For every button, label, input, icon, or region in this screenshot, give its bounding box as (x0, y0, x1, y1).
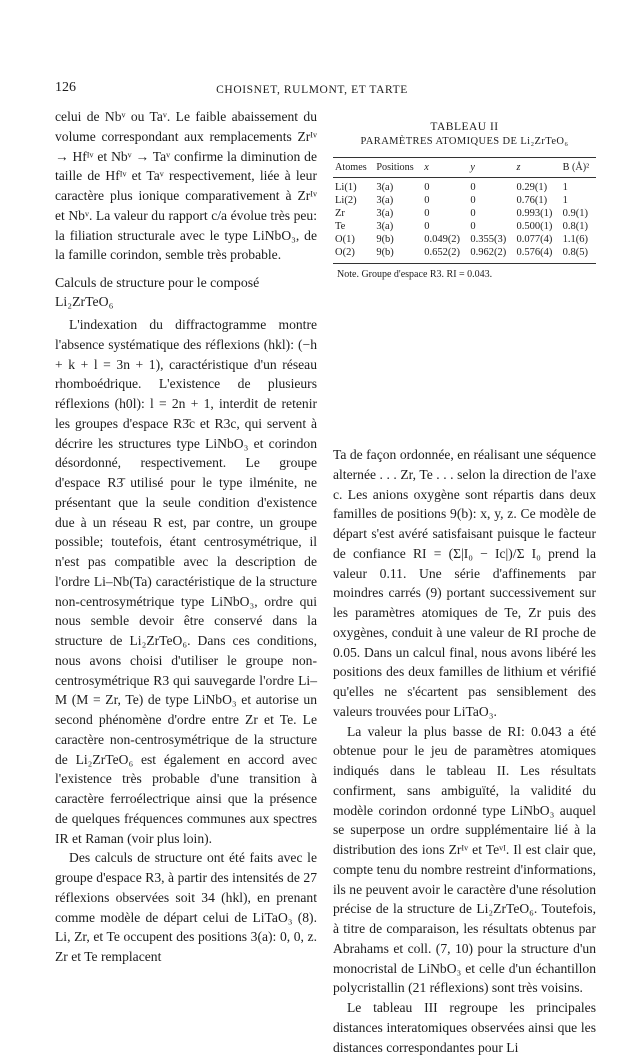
table-cell: 0 (424, 182, 430, 193)
table-cell: 1 (562, 182, 568, 193)
table-cell: Zr (335, 208, 345, 219)
table-cell: 0 (470, 221, 476, 232)
page-number: 126 (55, 80, 76, 95)
table-cell: Li(2) (335, 195, 357, 206)
table-row (333, 220, 596, 233)
table-cell: 1.1(6) (562, 234, 588, 245)
paragraph: Ta de façon ordonnée, en réalisant une séquence alternée . . . Zr, Te . . . selon la direction de l'axe c. Les anions oxygène sont répartis dans deux familles de positions 9(b): x, y, z. Ce modèle de départ s'est avéré satisfaisant puisque le facteur de confiance RI = (Σ|I₀ − Ic|)/Σ I₀ prend la valeur 0.11. Une série d'affinements par moindres carrés (9) portant successivement sur les paramètres atomiques de Te, Zr puis des oxygènes, conduit à une valeur de RI proche de 0.05. Dans un calcul final, nous avons libéré les positions des deux familles de lithium et vérifié qu'elles ne s'écartent pas sensiblement des valeurs trouvées pour LiTaO₃. (333, 447, 596, 719)
paragraph: Le tableau III regroupe les principales distances interatomiques observées ainsi que les distances correspondantes pour Li (333, 1000, 596, 1055)
table-cell: 0 (424, 208, 430, 219)
table-cell: 0.962(2) (468, 246, 514, 264)
table-header-row (333, 158, 596, 178)
column-header: Atomes (333, 158, 374, 178)
table-cell: O(1) (335, 234, 355, 245)
table-cell: Li(1) (335, 182, 357, 193)
column-header: Positions (374, 158, 422, 178)
table-cell: 3(a) (376, 208, 394, 219)
left-column (55, 107, 317, 967)
table-cell: 0.993(1) (516, 208, 553, 219)
table-cell: 0 (470, 182, 476, 193)
table-cell: 0.355(3) (470, 234, 507, 245)
table-cell: 3(a) (376, 221, 394, 232)
table-cell: 1 (562, 195, 568, 206)
table-cell: 0.9(1) (562, 208, 588, 219)
paragraph: celui de Nbᵛ ou Taᵛ. Le faible abaissement du volume correspondant aux remplacements Zrᴵᵛ → Hfᴵᵛ et Nbᵛ → Taᵛ confirme la diminution de taille de Hfᴵᵛ et Taᵛ respectivement, liée à leur caractère plus ionique comparativement à Zrᴵᵛ et Nbᵛ. La valeur du rapport c/a évolue très peu: la filiation structurale avec le type LiNbO₃, de la famille corindon, semble très probable. (55, 109, 317, 263)
paragraph: La valeur la plus basse de RI: 0.043 a été obtenue pour le jeu de paramètres atomiques indiqués dans le tableau II. Les résultats confirment, sans ambiguïté, la validité du modèle corindon ordonné type LiNbO₃ auquel se superpose un ordre supplémentaire lié à la distribution des ions Zrᴵᵛ et Teᵛᴵ. Il est clair que, compte tenu du nombre restreint d'informations, ils ne peuvent avoir le caractère d'une résolution précise de la structure de Li₂ZrTeO₆. Toutefois, à titre de comparaison, les résultats obtenus par Abrahams et coll. (7, 10) pour la structure d'un monocristal de LiNbO₃ et celle d'un échantillon polycristallin (21 réflexions) sont très voisins. (333, 723, 596, 996)
table-cell: 3(a) (376, 182, 394, 193)
column-header: y (468, 158, 514, 178)
table-cell: 0.652(2) (422, 246, 468, 264)
table-title: TABLEAU II (430, 121, 499, 133)
table-cell: 0.077(4) (516, 234, 553, 245)
table-cell: 3(a) (376, 195, 394, 206)
table-block (333, 120, 596, 280)
table-cell: 0 (424, 195, 430, 206)
table-row (333, 246, 596, 264)
table-cell: 0.8(1) (562, 221, 588, 232)
table-cell: 9(b) (376, 234, 394, 245)
table-row (333, 178, 596, 195)
column-header: x (422, 158, 468, 178)
table-cell: O(2) (333, 246, 374, 264)
table-cell: 0.576(4) (514, 246, 560, 264)
column-header: z (514, 158, 560, 178)
right-column (333, 445, 596, 1057)
table-row (333, 194, 596, 207)
table-row (333, 207, 596, 220)
column-header: B (Å)² (561, 158, 596, 178)
paragraph: L'indexation du diffractogramme montre l'absence systématique des réflexions (hkl): (−h + k + l = 3n + 1), caractéristique d'un réseau rhomboédrique. L'existence de plusieurs réflexions (h0l): l = 2n + 1, interdit de retenir les groupes d'espace R3̄c et R3c, qui servent à décrire les structures type LiNbO₃ et corindon désordonné, respectivement. Le groupe d'espace R3̄ utilisé pour le type ilménite, ne présentant que la seule condition d'existence due à un réseau R est, par contre, un groupe possible; toutefois, étant centrosymétrique, il n'est pas compatible avec la description de l'ordre Li–Nb(Ta) caractéristique de la structure non-centrosymétrique type LiNbO₃, ordre qui nous semble devoir être conservé dans la structure de Li₂ZrTeO₆. Dans ces conditions, nous avons choisi d'utiliser le groupe non-centrosymétrique R3 qui sauvegarde l'ordre Li–M (M = Zr, Te) de type LiNbO₃ et autorise un second phénomène d'ordre entre Zr et Te. Le caractère non-centrosymétrique de la structure de Li₂ZrTeO₆ est également en accord avec l'existence très probable d'une transition à caractère ferroélectrique ainsi que la présence de quelques fréquences communes aux spectres IR et Raman (voir plus loin). (55, 317, 317, 846)
table-cell: 0.76(1) (516, 195, 548, 206)
table-cell: 0.8(5) (561, 246, 596, 264)
table-cell: 0 (424, 221, 430, 232)
section-heading: Calculs de structure pour le composé Li₂ZrTeO₆ (55, 275, 260, 309)
table-caption: PARAMÈTRES ATOMIQUES DE Li₂ZrTeO₆ (360, 136, 569, 147)
table-cell: 0.049(2) (424, 234, 461, 245)
table-note: Note. Groupe d'espace R3. RI = 0.043. (337, 269, 493, 280)
atomic-parameters-table (333, 157, 596, 264)
running-head: CHOISNET, RULMONT, ET TARTE (216, 84, 408, 96)
paragraph: Des calculs de structure ont été faits avec le groupe d'espace R3, à partir des intensités de 27 réflexions observées soit 34 (hkl), en prenant comme modèle de départ celui de LiTaO₃ (8). Li, Zr, et Te occupent des positions 3(a): 0, 0, z. Zr et Te remplacent (55, 850, 317, 964)
table-cell: 0.500(1) (516, 221, 553, 232)
table-cell: Te (335, 221, 346, 232)
table-cell: 9(b) (374, 246, 422, 264)
table-cell: 0 (470, 208, 476, 219)
table-row (333, 233, 596, 246)
table-cell: 0 (470, 195, 476, 206)
table-cell: 0.29(1) (516, 182, 548, 193)
